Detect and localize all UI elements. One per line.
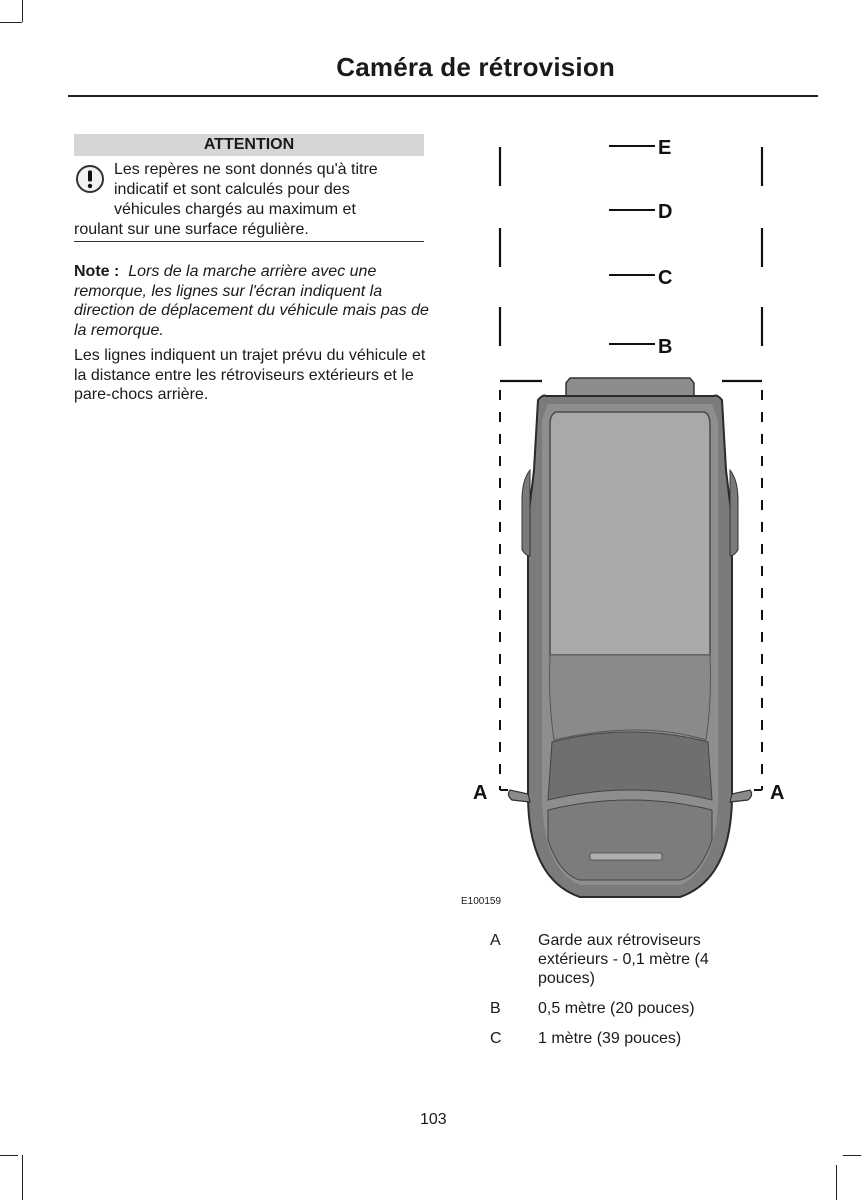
crop-mark: [843, 1155, 861, 1156]
legend-row: [490, 999, 790, 1018]
legend-key: C: [490, 1030, 502, 1047]
crop-mark: [0, 1155, 18, 1156]
warning-heading: ATTENTION: [74, 134, 424, 156]
note-label: Note :: [74, 263, 120, 280]
warning-line: indicatif et sont calculés pour des: [114, 181, 350, 198]
warning-text: [74, 160, 426, 240]
exclamation-circle-icon: [75, 164, 105, 194]
title-divider: [68, 95, 818, 97]
warning-divider: [74, 241, 424, 242]
marker-label-a-left: A: [473, 782, 488, 804]
figure-id: E100159: [461, 896, 502, 907]
vehicle-top-view: [508, 378, 751, 897]
legend-value: 0,5 mètre (20 pouces): [538, 1000, 695, 1017]
legend: [490, 931, 790, 1059]
marker-label-d: D: [658, 201, 673, 223]
legend-key: A: [490, 932, 501, 949]
legend-row: [490, 931, 790, 988]
legend-row: [490, 1029, 790, 1048]
body-paragraph: Les lignes indiquent un trajet prévu du véhicule et la distance entre les rétroviseurs extérieurs et le pare-chocs arrière.: [74, 347, 426, 403]
crop-mark: [0, 22, 22, 23]
page-title: Caméra de rétrovision: [336, 52, 615, 82]
legend-key: B: [490, 1000, 501, 1017]
warning-line: Les repères ne sont donnés qu'à titre: [114, 161, 378, 178]
crop-mark: [22, 0, 23, 22]
marker-label-a-right: A: [770, 782, 785, 804]
note: [74, 262, 430, 340]
note-text: Lors de la marche arrière avec une remorque, les lignes sur l'écran indiquent la direction de déplacement du véhicule mais pas de la remorque.: [74, 263, 429, 339]
marker-label-e: E: [658, 137, 672, 159]
page-number: 103: [420, 1111, 447, 1128]
crop-mark: [836, 1165, 837, 1200]
crop-mark: [22, 1155, 23, 1200]
legend-value: 1 mètre (39 pouces): [538, 1030, 682, 1047]
guide-lines: [500, 147, 762, 381]
warning-line: véhicules chargés au maximum et: [114, 201, 356, 218]
warning-line: roulant sur une surface régulière.: [74, 221, 309, 238]
legend-value: Garde aux rétroviseurs extérieurs - 0,1 mètre (4 pouces): [538, 932, 709, 987]
marker-label-c: C: [658, 267, 673, 289]
marker-label-b: B: [658, 336, 673, 358]
rear-camera-guideline-diagram: [455, 125, 815, 925]
